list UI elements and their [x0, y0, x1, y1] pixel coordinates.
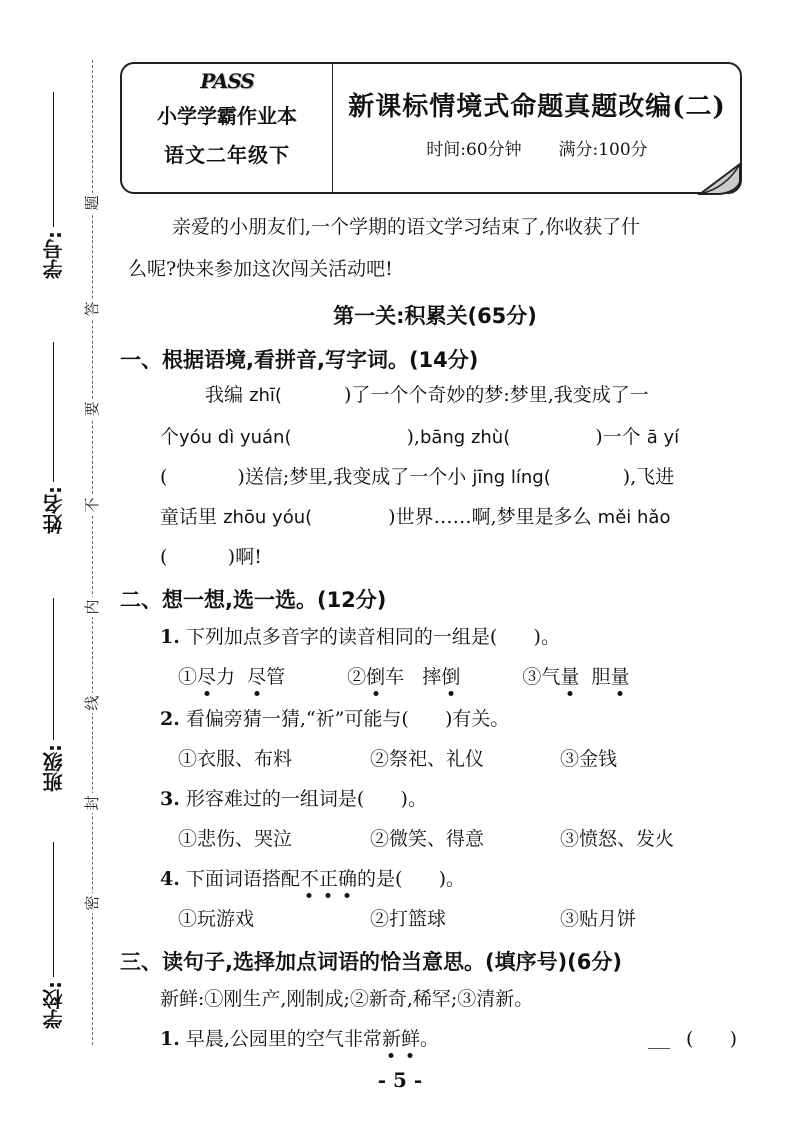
- q2-1-options[interactable]: ①尽力 尽管 ②倒车 摔倒 ③气量 胆量: [178, 666, 630, 688]
- exam-title: 新课标情境式命题真题改编(二): [348, 92, 726, 122]
- full-score: 满分:100分: [558, 140, 648, 160]
- q2-2-option-2[interactable]: ②祭祀、礼仪: [370, 748, 485, 770]
- section3-heading: 三、读句子,选择加点词语的恰当意思。(填序号)(6分): [120, 950, 622, 974]
- pinyin-youdiyuan: yóu dì yuán(: [179, 427, 292, 448]
- seal-char-feng: 封: [81, 793, 103, 813]
- q2-3-option-1[interactable]: ①悲伤、哭泣: [178, 828, 293, 850]
- page-number: - 5 -: [377, 1068, 423, 1092]
- q2-4: 4. 下面词语搭配不正确的是( )。: [160, 868, 466, 890]
- seal-char-bu: 不: [81, 495, 103, 515]
- q3-1: 1. 早晨,公园里的空气非常新鲜。: [160, 1028, 439, 1050]
- grade-label: 语文二年级下: [164, 143, 290, 167]
- q3-1-answer-blank[interactable]: ( ): [686, 1028, 738, 1050]
- level-title: 第一关:积累关(65分): [333, 304, 537, 328]
- page-curl-icon: [696, 162, 744, 196]
- pinyin-zhi: zhī(: [249, 385, 282, 406]
- q2-4-option-2[interactable]: ②打篮球: [370, 908, 447, 930]
- s1-line-5: ( )啊!: [160, 546, 262, 568]
- pinyin-ayi: ā yí: [646, 427, 680, 448]
- school-field[interactable]: [28, 842, 78, 1029]
- seal-char-yao: 要: [81, 399, 103, 419]
- time-limit: 时间:60分钟: [426, 140, 522, 160]
- seal-char-nei: 内: [81, 597, 103, 617]
- student-id-label: 学号:: [41, 231, 66, 279]
- s1-line-4: 童话里 zhōu yóu( )世界……啊,梦里是多么 měi hǎo: [160, 506, 671, 528]
- pinyin-bangzhu: bāng zhù(: [419, 427, 511, 448]
- q2-2-option-3[interactable]: ③金钱: [560, 748, 618, 770]
- s1-line-1: 我编 zhī( )了一个个奇妙的梦:梦里,我变成了一: [205, 384, 649, 406]
- exam-header: [120, 62, 742, 194]
- pinyin-jingling: jīng líng(: [472, 467, 551, 488]
- s1-line-2: 个yóu dì yuán( ),bāng zhù( )一个 ā yí: [160, 426, 680, 448]
- class-label: 班级:: [41, 744, 66, 792]
- intro-line-1: 亲爱的小朋友们,一个学期的语文学习结束了,你收获了什: [172, 216, 641, 238]
- exam-meta: [334, 135, 740, 160]
- pinyin-zhouyou: zhōu yóu(: [223, 507, 313, 528]
- q2-3: 3. 形容难过的一组词是( )。: [160, 788, 427, 810]
- definition-line: 新鲜:①刚生产,刚制成;②新奇,稀罕;③清新。: [160, 988, 534, 1010]
- name-label: 姓名:: [41, 486, 66, 534]
- school-label: 学校:: [41, 981, 66, 1029]
- seal-char-mi: 密: [81, 893, 103, 913]
- q2-3-option-2[interactable]: ②微笑、得意: [370, 828, 485, 850]
- seal-char-xian: 线: [81, 693, 103, 713]
- q2-2-option-1[interactable]: ①衣服、布料: [178, 748, 293, 770]
- header-title-panel: [334, 64, 740, 160]
- brand-name: 小学学霸作业本: [157, 104, 297, 128]
- q2-4-option-3[interactable]: ③贴月饼: [560, 908, 637, 930]
- header-brand-panel: [122, 64, 333, 192]
- section2-heading: 二、想一想,选一选。(12分): [120, 588, 387, 612]
- s1-line-3: ( )送信;梦里,我变成了一个小 jīng líng( ),飞进: [160, 466, 675, 488]
- class-field[interactable]: [28, 598, 78, 792]
- q2-1: 1. 下列加点多音字的读音相同的一组是( )。: [160, 626, 560, 648]
- answer-underline: [648, 1048, 670, 1049]
- seal-char-ti: 题: [81, 193, 103, 213]
- pinyin-meihao: měi hǎo: [597, 507, 671, 528]
- seal-char-da: 答: [81, 299, 103, 319]
- q2-4-option-1[interactable]: ①玩游戏: [178, 908, 255, 930]
- q2-3-option-3[interactable]: ③愤怒、发火: [560, 828, 675, 850]
- intro-line-2: 么呢?快来参加这次闯关活动吧!: [128, 258, 393, 280]
- student-id-field[interactable]: [28, 92, 78, 279]
- q2-2: 2. 看偏旁猜一猜,“祈”可能与( )有关。: [160, 708, 510, 730]
- name-field[interactable]: [28, 342, 78, 534]
- section1-heading: 一、根据语境,看拼音,写字词。(14分): [120, 348, 479, 372]
- pass-logo: PASS: [200, 69, 254, 93]
